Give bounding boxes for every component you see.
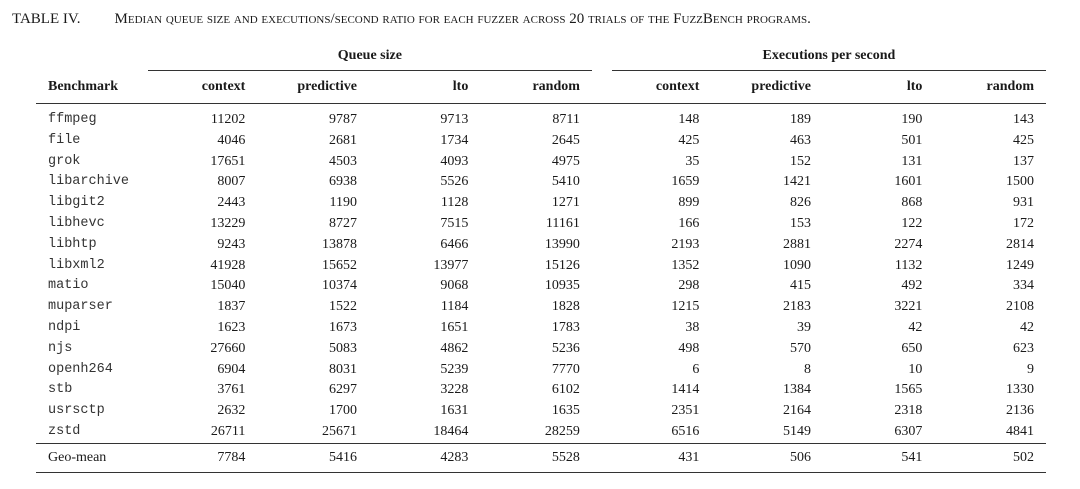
exec-lto-cell: 650 <box>901 340 923 356</box>
table-row <box>36 256 1046 277</box>
geomean-exec-lto: 541 <box>823 443 934 472</box>
exec-lto-cell: 3221 <box>894 299 923 315</box>
exec-predictive-cell: 1421 <box>783 174 812 190</box>
geomean-queue-context: 7784 <box>148 443 258 472</box>
queue-lto-cell: 5526 <box>440 174 469 190</box>
queue-predictive-cell: 1190 <box>329 195 357 211</box>
exec-lto-cell: 1601 <box>894 174 923 190</box>
exec-random-cell: 334 <box>1013 278 1034 294</box>
queue-lto-cell: 18464 <box>433 423 469 439</box>
table-row <box>36 297 1046 318</box>
exec-lto-cell: 190 <box>901 112 923 127</box>
exec-predictive-cell: 2164 <box>783 403 812 419</box>
exec-predictive-cell: 463 <box>790 132 812 148</box>
table-row <box>36 193 1046 214</box>
benchmark-name: zstd <box>48 423 81 439</box>
exec-random-cell: 9 <box>1027 361 1034 377</box>
exec-random-cell: 425 <box>1013 132 1034 148</box>
exec-random-cell: 1330 <box>1006 382 1034 398</box>
queue-random-cell: 13990 <box>544 236 580 252</box>
queue-lto-cell: 1184 <box>440 299 469 315</box>
geomean-exec-context: 431 <box>612 443 712 472</box>
exec-random-cell: 623 <box>1013 340 1034 356</box>
table-row <box>36 214 1046 235</box>
queue-lto-cell: 4093 <box>440 153 469 169</box>
queue-context-cell: 6904 <box>217 361 246 377</box>
queue-random-cell: 2645 <box>551 132 580 148</box>
results-table <box>36 42 1046 473</box>
table-row <box>36 152 1046 173</box>
geomean-label: Geo-mean <box>36 443 148 472</box>
table-row <box>36 360 1046 381</box>
queue-random-cell: 8711 <box>552 112 580 127</box>
column-header-row <box>36 71 1046 104</box>
benchmark-name: grok <box>48 153 81 169</box>
table-row <box>36 104 1046 131</box>
benchmark-name: ffmpeg <box>48 112 97 127</box>
exec-lto-cell: 2318 <box>894 403 923 419</box>
exec-random-cell: 4841 <box>1006 423 1034 439</box>
table-row <box>36 131 1046 152</box>
exec-predictive-cell: 2881 <box>783 236 812 252</box>
queue-context-cell: 9243 <box>217 236 246 252</box>
benchmark-name: libgit2 <box>48 195 105 211</box>
queue-context-cell: 17651 <box>210 153 246 169</box>
exec-lto-cell: 6307 <box>894 423 923 439</box>
queue-lto-cell: 5239 <box>440 361 469 377</box>
queue-random-cell: 1783 <box>551 319 580 335</box>
queue-context-cell: 41928 <box>210 257 246 273</box>
benchmark-name: libxml2 <box>48 257 105 273</box>
exec-predictive-cell: 152 <box>790 153 812 169</box>
exec-random-cell: 2136 <box>1006 403 1034 419</box>
queue-random-cell: 7770 <box>551 361 580 377</box>
queue-context-cell: 2632 <box>217 403 246 419</box>
queue-random-cell: 15126 <box>544 257 580 273</box>
exec-predictive-cell: 153 <box>790 215 812 231</box>
queue-predictive-cell: 13878 <box>321 236 357 252</box>
benchmark-name: file <box>48 132 81 148</box>
col-exec-context: context <box>612 71 712 104</box>
queue-lto-cell: 3228 <box>440 382 469 398</box>
queue-lto-cell: 4862 <box>440 340 469 356</box>
benchmark-name: openh264 <box>48 361 113 377</box>
exec-context-cell: 1215 <box>671 299 700 315</box>
queue-predictive-cell: 2681 <box>328 132 357 148</box>
exec-context-cell: 6 <box>692 361 700 377</box>
col-queue-lto: lto <box>369 71 480 104</box>
exec-predictive-cell: 570 <box>790 340 812 356</box>
benchmark-name: njs <box>48 340 73 356</box>
exec-predictive-cell: 1090 <box>783 257 812 273</box>
benchmark-name: usrsctp <box>48 403 105 419</box>
queue-lto-cell: 1128 <box>440 195 469 211</box>
queue-random-cell: 11161 <box>545 215 580 231</box>
queue-context-cell: 1623 <box>217 319 246 335</box>
table-row <box>36 318 1046 339</box>
exec-context-cell: 298 <box>678 278 700 294</box>
col-benchmark: Benchmark <box>36 71 148 104</box>
queue-predictive-cell: 6297 <box>328 382 357 398</box>
geomean-queue-predictive: 5416 <box>257 443 369 472</box>
benchmark-name: muparser <box>48 299 113 315</box>
exec-predictive-cell: 1384 <box>783 382 812 398</box>
exec-random-cell: 931 <box>1013 195 1034 211</box>
table-row <box>36 401 1046 422</box>
exec-random-cell: 1500 <box>1006 174 1034 190</box>
queue-lto-cell: 9068 <box>440 278 469 294</box>
exec-predictive-cell: 5149 <box>783 423 812 439</box>
queue-lto-cell: 6466 <box>440 236 469 252</box>
exec-context-cell: 6516 <box>671 423 700 439</box>
queue-context-cell: 27660 <box>210 340 246 356</box>
group-queue-size: Queue size <box>148 42 592 71</box>
table-row <box>36 276 1046 297</box>
benchmark-name: libhevc <box>48 215 105 231</box>
exec-context-cell: 38 <box>685 319 700 335</box>
exec-lto-cell: 492 <box>901 278 923 294</box>
exec-predictive-cell: 415 <box>790 278 812 294</box>
queue-lto-cell: 1651 <box>440 319 469 335</box>
queue-context-cell: 15040 <box>210 278 246 294</box>
exec-predictive-cell: 189 <box>790 112 812 127</box>
exec-context-cell: 166 <box>678 215 700 231</box>
exec-lto-cell: 10 <box>908 361 923 377</box>
exec-predictive-cell: 826 <box>790 195 812 211</box>
queue-random-cell: 5410 <box>551 174 580 190</box>
queue-predictive-cell: 10374 <box>321 278 357 294</box>
exec-context-cell: 1352 <box>671 257 700 273</box>
exec-random-cell: 143 <box>1013 112 1034 127</box>
queue-predictive-cell: 6938 <box>328 174 357 190</box>
exec-lto-cell: 2274 <box>894 236 923 252</box>
exec-context-cell: 1659 <box>671 174 700 190</box>
exec-random-cell: 172 <box>1013 215 1034 231</box>
queue-random-cell: 5236 <box>551 340 580 356</box>
table-row <box>36 422 1046 443</box>
queue-random-cell: 1635 <box>551 403 580 419</box>
queue-predictive-cell: 25671 <box>321 423 357 439</box>
col-exec-random: random <box>934 71 1046 104</box>
queue-context-cell: 4046 <box>217 132 246 148</box>
exec-context-cell: 2351 <box>671 403 700 419</box>
exec-context-cell: 899 <box>678 195 700 211</box>
exec-lto-cell: 1132 <box>894 257 923 273</box>
exec-context-cell: 425 <box>678 132 700 148</box>
exec-predictive-cell: 39 <box>797 319 812 335</box>
table-number: TABLE IV. <box>12 11 81 27</box>
col-exec-lto: lto <box>823 71 934 104</box>
queue-predictive-cell: 9787 <box>328 112 357 127</box>
queue-predictive-cell: 1673 <box>328 319 357 335</box>
table-row <box>36 172 1046 193</box>
queue-predictive-cell: 1522 <box>328 299 357 315</box>
exec-random-cell: 2108 <box>1006 299 1034 315</box>
queue-random-cell: 1271 <box>551 195 580 211</box>
queue-context-cell: 13229 <box>210 215 246 231</box>
group-header-row <box>36 42 1046 71</box>
group-executions-per-second: Executions per second <box>612 42 1046 71</box>
table-description: Median queue size and executions/second ratio for each fuzzer across 20 trials of the FuzzBench programs. <box>114 11 811 27</box>
queue-context-cell: 3761 <box>217 382 246 398</box>
exec-lto-cell: 501 <box>901 132 923 148</box>
benchmark-name: ndpi <box>48 319 81 335</box>
exec-lto-cell: 868 <box>901 195 923 211</box>
queue-predictive-cell: 15652 <box>321 257 357 273</box>
queue-lto-cell: 1631 <box>440 403 469 419</box>
queue-random-cell: 10935 <box>544 278 580 294</box>
queue-lto-cell: 7515 <box>440 215 469 231</box>
table-row <box>36 235 1046 256</box>
table-body <box>36 104 1046 444</box>
queue-lto-cell: 13977 <box>433 257 469 273</box>
table-row <box>36 339 1046 360</box>
queue-random-cell: 4975 <box>551 153 580 169</box>
exec-lto-cell: 1565 <box>894 382 923 398</box>
exec-context-cell: 35 <box>685 153 700 169</box>
exec-random-cell: 2814 <box>1006 236 1034 252</box>
geomean-exec-random: 502 <box>934 443 1046 472</box>
exec-lto-cell: 122 <box>901 215 923 231</box>
table-caption <box>12 11 811 28</box>
exec-context-cell: 1414 <box>671 382 700 398</box>
geomean-queue-random: 5528 <box>480 443 592 472</box>
exec-predictive-cell: 8 <box>804 361 812 377</box>
exec-random-cell: 137 <box>1013 153 1034 169</box>
queue-lto-cell: 9713 <box>440 112 469 127</box>
queue-random-cell: 1828 <box>551 299 580 315</box>
benchmark-name: libhtp <box>48 236 97 252</box>
geomean-queue-lto: 4283 <box>369 443 480 472</box>
queue-context-cell: 26711 <box>210 423 246 439</box>
queue-predictive-cell: 8727 <box>328 215 357 231</box>
exec-context-cell: 148 <box>678 112 700 127</box>
exec-context-cell: 2193 <box>671 236 700 252</box>
queue-predictive-cell: 1700 <box>328 403 357 419</box>
col-exec-predictive: predictive <box>711 71 823 104</box>
queue-predictive-cell: 8031 <box>328 361 357 377</box>
queue-context-cell: 11202 <box>210 112 246 127</box>
exec-random-cell: 42 <box>1020 319 1034 335</box>
geomean-exec-predictive: 506 <box>711 443 823 472</box>
col-queue-context: context <box>148 71 258 104</box>
queue-context-cell: 1837 <box>217 299 246 315</box>
benchmark-name: stb <box>48 382 73 398</box>
queue-context-cell: 2443 <box>217 195 246 211</box>
queue-context-cell: 8007 <box>217 174 246 190</box>
queue-random-cell: 28259 <box>544 423 580 439</box>
exec-random-cell: 1249 <box>1006 257 1034 273</box>
queue-random-cell: 6102 <box>551 382 580 398</box>
benchmark-name: matio <box>48 278 89 294</box>
exec-context-cell: 498 <box>678 340 700 356</box>
geomean-row <box>36 443 1046 472</box>
queue-predictive-cell: 4503 <box>328 153 357 169</box>
col-queue-predictive: predictive <box>257 71 369 104</box>
exec-predictive-cell: 2183 <box>783 299 812 315</box>
queue-lto-cell: 1734 <box>440 132 469 148</box>
benchmark-name: libarchive <box>48 174 130 190</box>
table-row <box>36 380 1046 401</box>
queue-predictive-cell: 5083 <box>328 340 357 356</box>
col-queue-random: random <box>480 71 592 104</box>
exec-lto-cell: 131 <box>901 153 923 169</box>
exec-lto-cell: 42 <box>908 319 923 335</box>
